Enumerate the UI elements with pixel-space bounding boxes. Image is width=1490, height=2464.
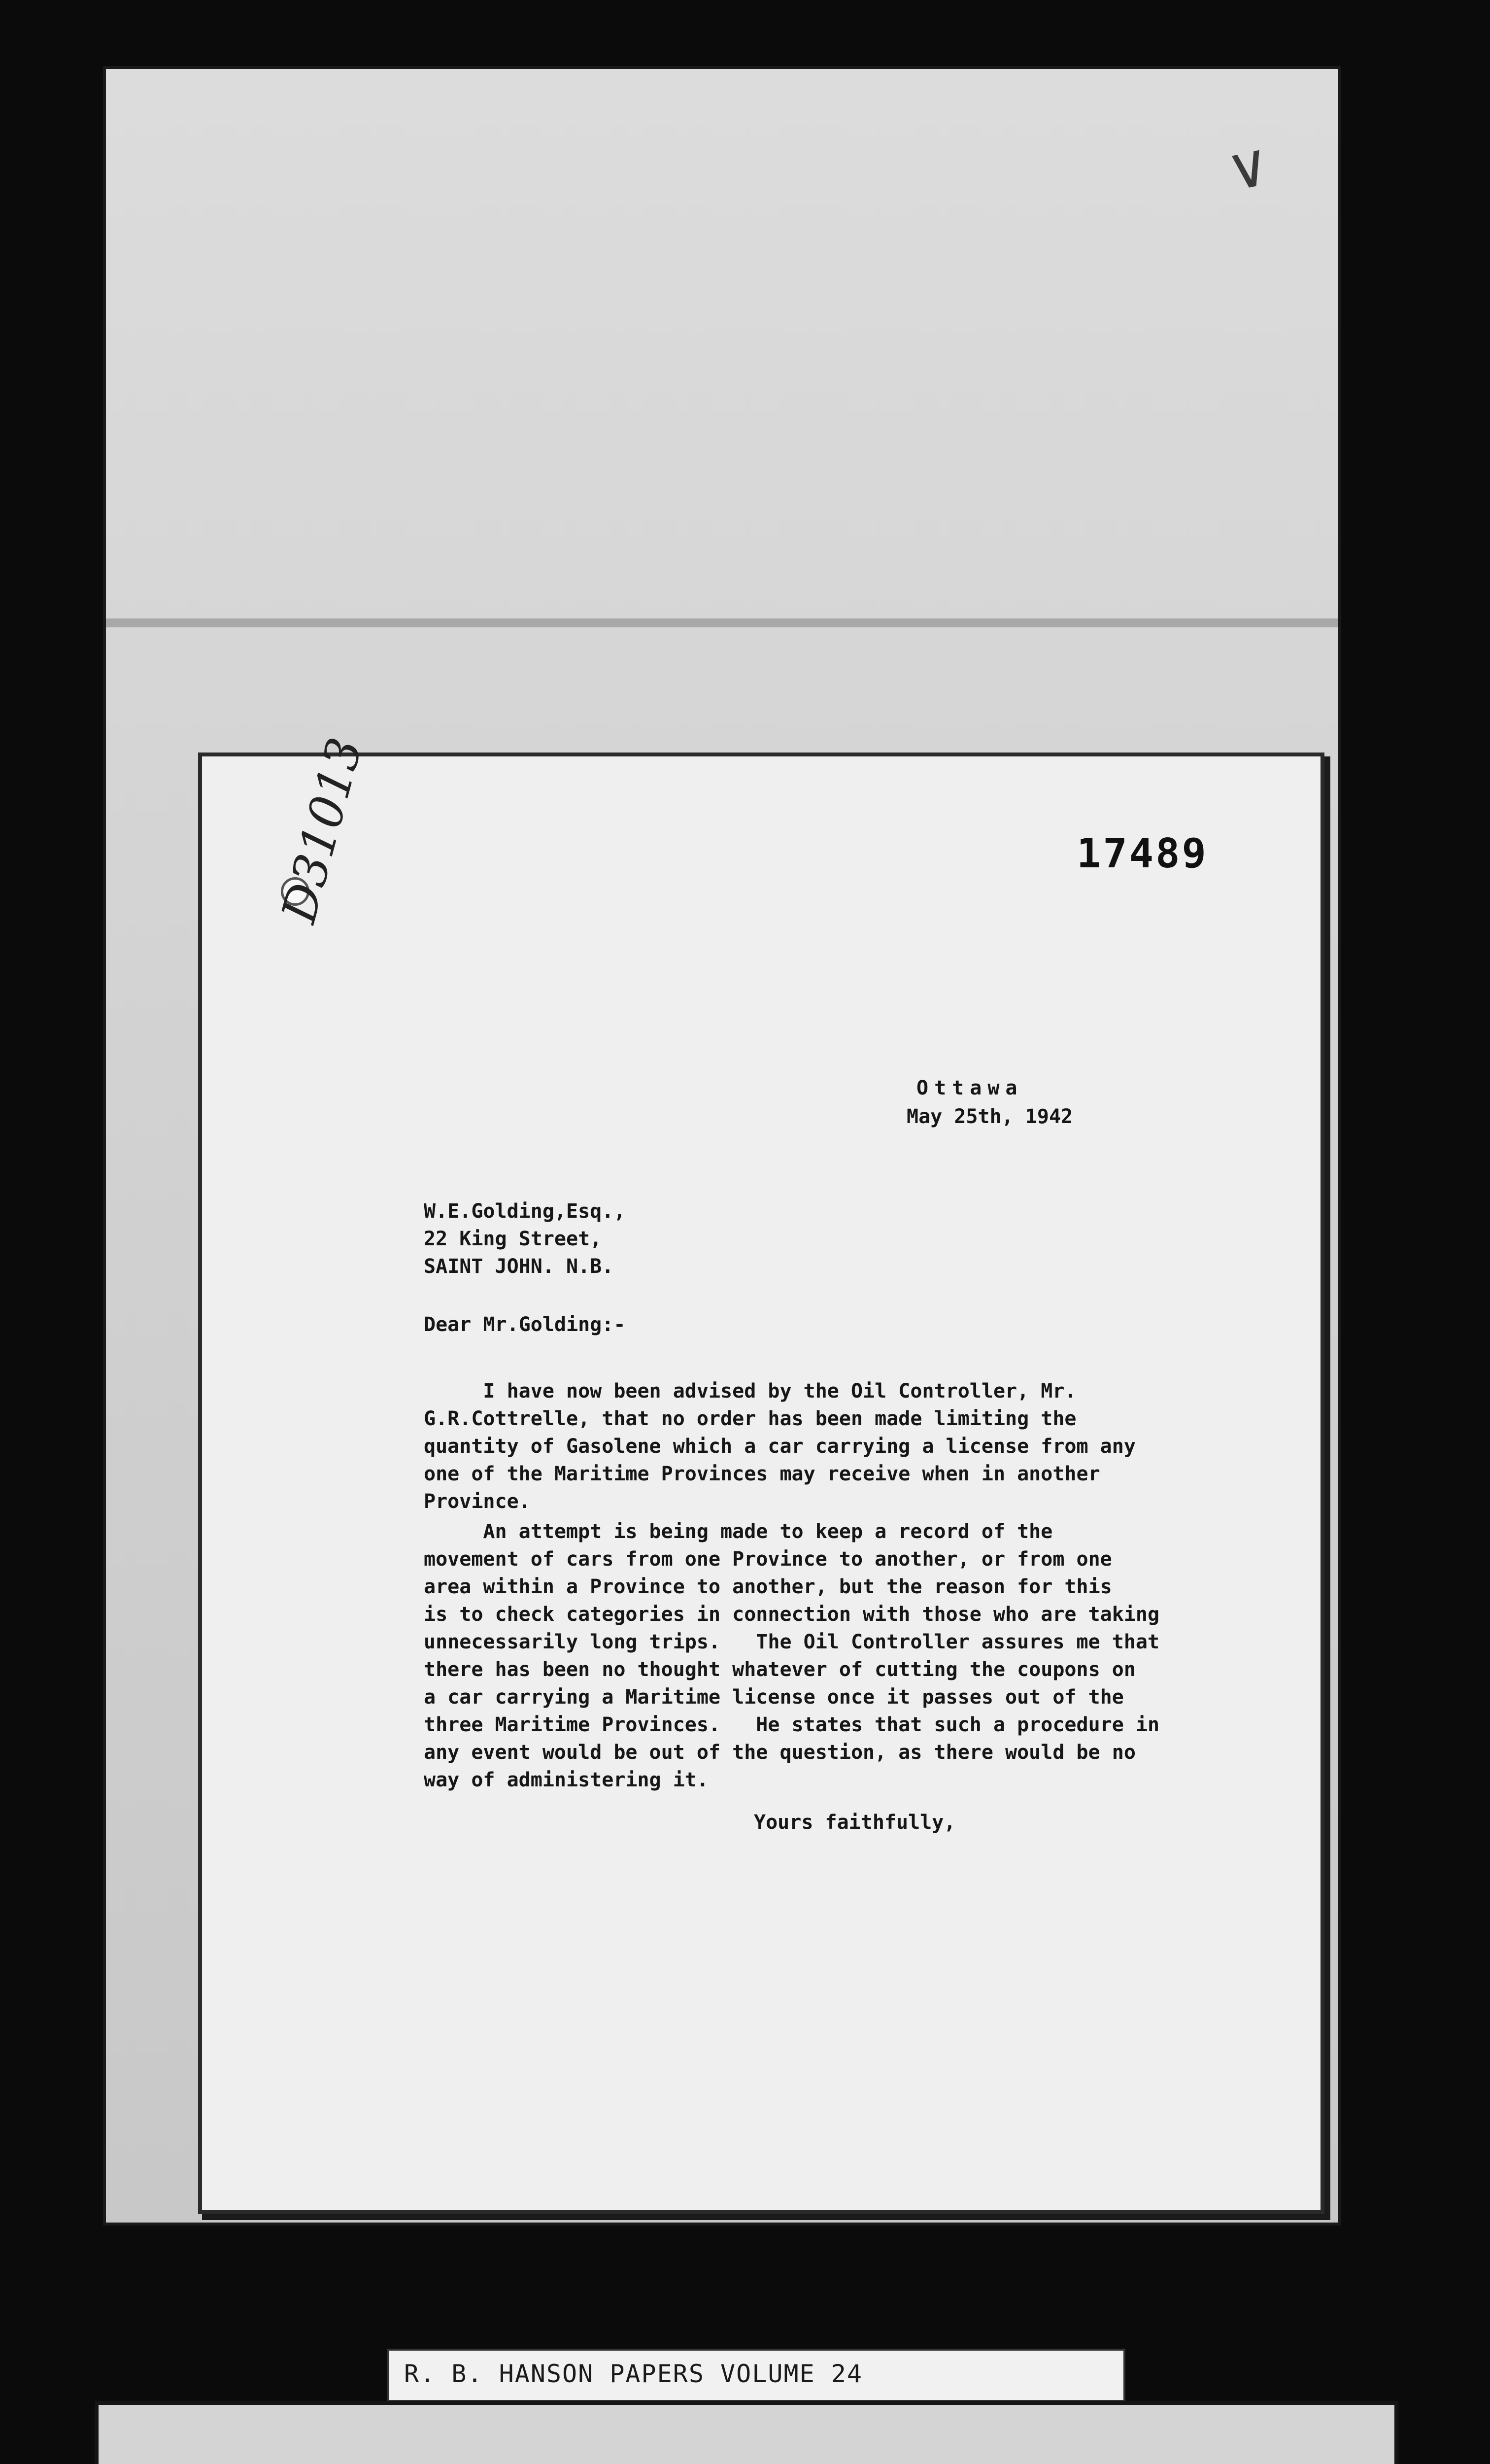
letter-date: May 25th, 1942 (907, 1105, 1073, 1128)
text-line: An attempt is being made to keep a record of the (424, 1520, 1053, 1543)
volume-label-strip (389, 2351, 1123, 2400)
letter-page (202, 732, 1321, 2210)
text-line: unnecessarily long trips. The Oil Controller assures me that (424, 1631, 1160, 1653)
letter-place: Ottawa (916, 1077, 1023, 1099)
paragraph-1 (424, 1377, 1291, 1515)
pencil-mark: ∨ (1220, 129, 1277, 205)
closing: Yours faithfully, (754, 1811, 956, 1834)
text-line: quantity of Gasolene which a car carrying a license from any (424, 1435, 1136, 1458)
text-line: movement of cars from one Province to another, or from one (424, 1548, 1112, 1571)
volume-label: R. B. HANSON PAPERS VOLUME 24 (404, 2360, 863, 2388)
text-line: three Maritime Provinces. He states that such a procedure in (424, 1713, 1160, 1736)
text-line: area within a Province to another, but the reason for this (424, 1575, 1112, 1598)
address-line: W.E.Golding,Esq., (424, 1200, 626, 1223)
document-number: 17489 (1077, 830, 1208, 877)
archive-card (99, 2405, 1394, 2464)
text-line: G.R.Cottrelle, that no order has been made limiting the (424, 1407, 1077, 1430)
handwritten-reference: D31013 (271, 732, 373, 928)
address-line: 22 King Street, (424, 1228, 602, 1250)
salutation: Dear Mr.Golding:- (424, 1313, 626, 1336)
text-line: there has been no thought whatever of cutting the coupons on (424, 1658, 1136, 1681)
text-line: I have now been advised by the Oil Controller, Mr. (424, 1380, 1077, 1403)
text-line: Province. (424, 1490, 531, 1513)
text-line: is to check categories in connection with those who are taking (424, 1603, 1160, 1626)
text-line: any event would be out of the question, as there would be no (424, 1741, 1136, 1764)
fold-crease (106, 618, 1338, 627)
text-line: one of the Maritime Provinces may receive when in another (424, 1463, 1100, 1485)
text-line: a car carrying a Maritime license once it passes out of the (424, 1686, 1124, 1709)
text-line: way of administering it. (424, 1769, 709, 1791)
paragraph-2 (424, 1518, 1291, 1794)
address-line: SAINT JOHN. N.B. (424, 1255, 614, 1278)
